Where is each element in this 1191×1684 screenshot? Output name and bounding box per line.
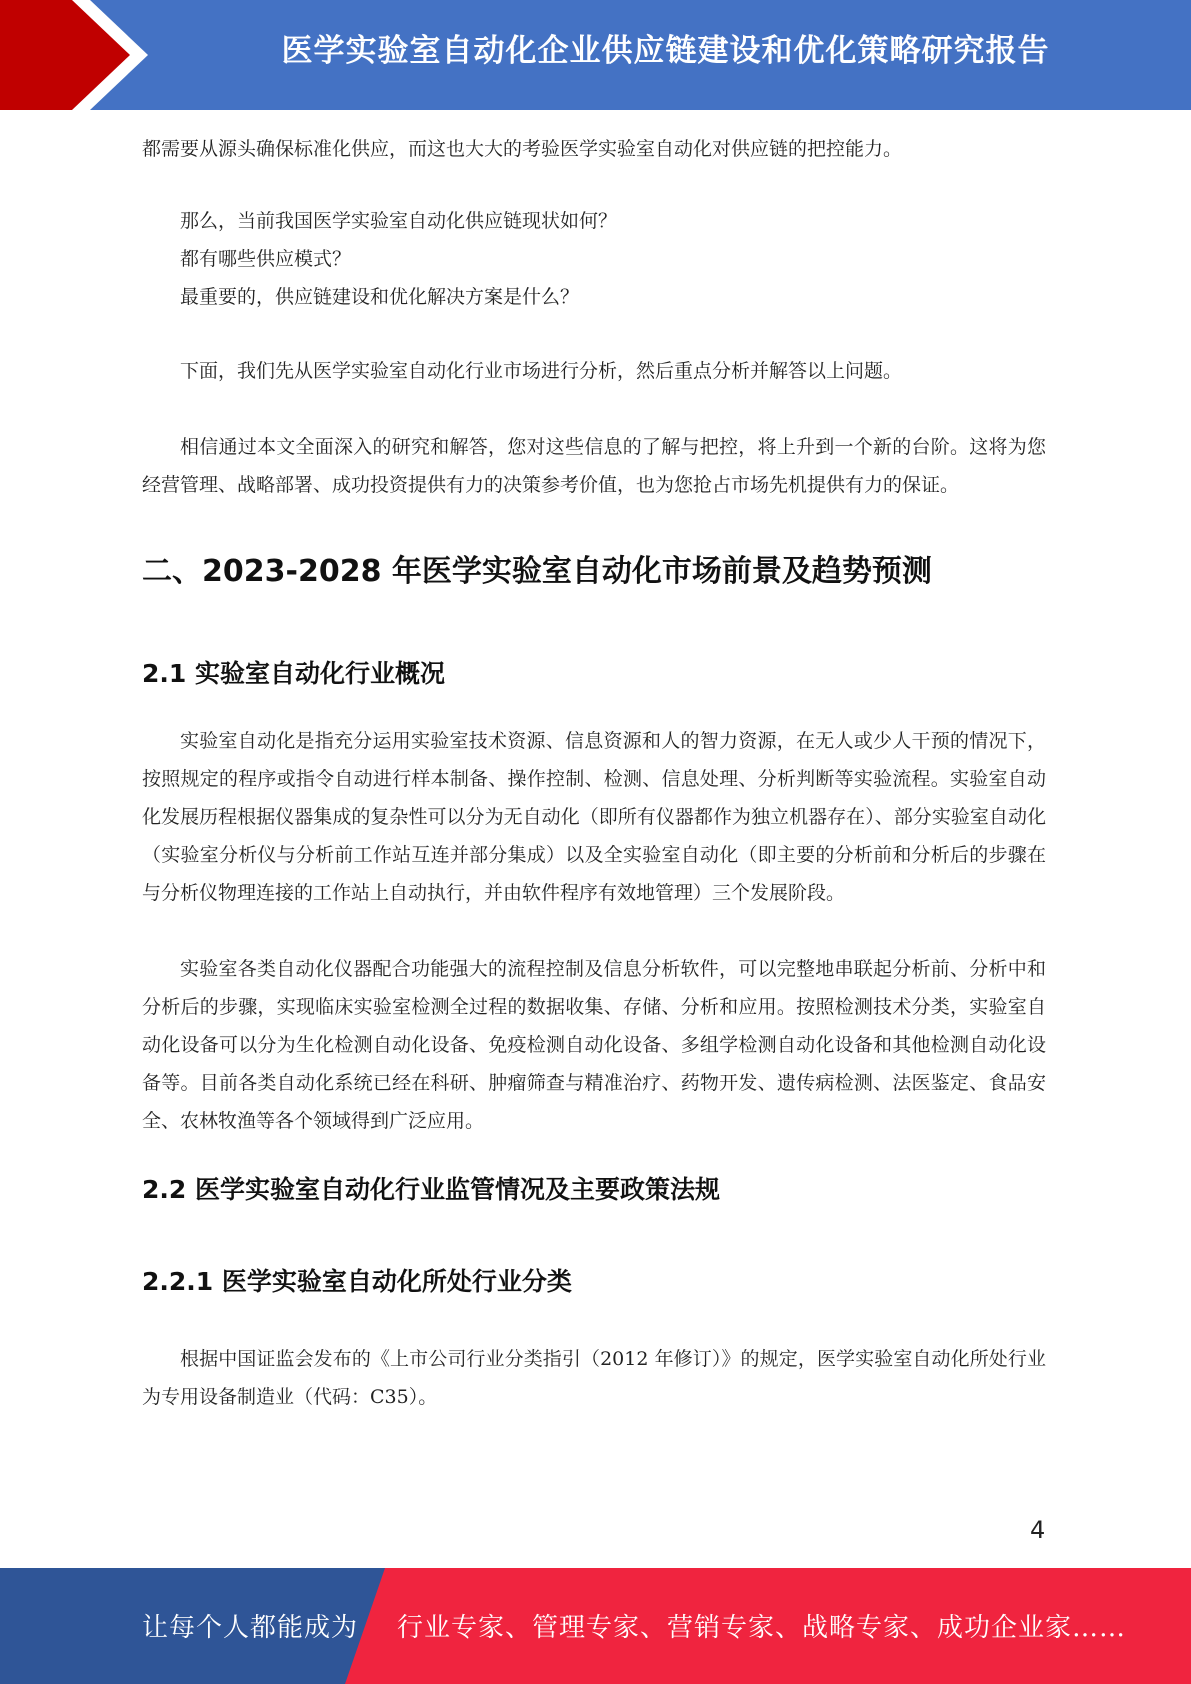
subsection-heading: 2.1 实验室自动化行业概况 [142,659,445,688]
paragraph: 实验室自动化是指充分运用实验室技术资源、信息资源和人的智力资源，在无人或少人干预的情况下，按照规定的程序或指令自动进行样本制备、操作控制、检测、信息处理、分析判断等实验流程。实验室自动化发展历程根据仪器集成的复杂性可以分为无自动化（即所有仪器都作为独立机器存在）、部分实验室自动化（实验室分析仪与分析前工作站互连并部分集成）以及全实验室自动化（即主要的分析前和分析后的步骤在与分析仪物理连接的工作站上自动执行，并由软件程序有效地管理）三个发展阶段。 [142,730,1046,904]
document-body [142,130,1046,1416]
subsection-heading: 2.2 医学实验室自动化行业监管情况及主要政策法规 [142,1175,720,1204]
footer-slogan-left: 让每个人都能成为 [142,1613,359,1643]
paragraph: 根据中国证监会发布的《上市公司行业分类指引（2012 年修订）》的规定，医学实验室自动化所处行业为专用设备制造业（代码：C35）。 [142,1348,1046,1408]
section-heading: 二、2023-2028 年医学实验室自动化市场前景及趋势预测 [142,554,932,589]
page-header [0,0,1191,110]
header-arrow-decoration [0,0,160,110]
paragraph: 都需要从源头确保标准化供应，而这也大大的考验医学实验室自动化对供应链的把控能力。 [142,138,903,160]
header-title: 医学实验室自动化企业供应链建设和优化策略研究报告 [281,33,1050,69]
question-line: 最重要的，供应链建设和优化解决方案是什么？ [180,286,580,308]
question-line: 那么，当前我国医学实验室自动化供应链现状如何？ [180,210,618,232]
page-footer [0,1568,1191,1684]
subsection-heading: 2.2.1 医学实验室自动化所处行业分类 [142,1267,572,1296]
footer-slogan-right: 行业专家、管理专家、营销专家、战略专家、成功企业家…… [397,1613,1127,1643]
paragraph: 下面，我们先从医学实验室自动化行业市场进行分析，然后重点分析并解答以上问题。 [180,360,903,382]
page-number: 4 [1030,1516,1046,1544]
question-line: 都有哪些供应模式？ [180,248,352,270]
paragraph: 实验室各类自动化仪器配合功能强大的流程控制及信息分析软件，可以完整地串联起分析前、分析中和分析后的步骤，实现临床实验室检测全过程的数据收集、存储、分析和应用。按照检测技术分类，实验室自动化设备可以分为生化检测自动化设备、免疫检测自动化设备、多组学检测自动化设备和其他检测自动化设备等。目前各类自动化系统已经在科研、肿瘤筛查与精准治疗、药物开发、遗传病检测、法医鉴定、食品安全、农林牧渔等各个领域得到广泛应用。 [142,958,1046,1132]
paragraph: 相信通过本文全面深入的研究和解答，您对这些信息的了解与把控，将上升到一个新的台阶。这将为您经营管理、战略部署、成功投资提供有力的决策参考价值，也为您抢占市场先机提供有力的保证。 [142,436,1046,496]
